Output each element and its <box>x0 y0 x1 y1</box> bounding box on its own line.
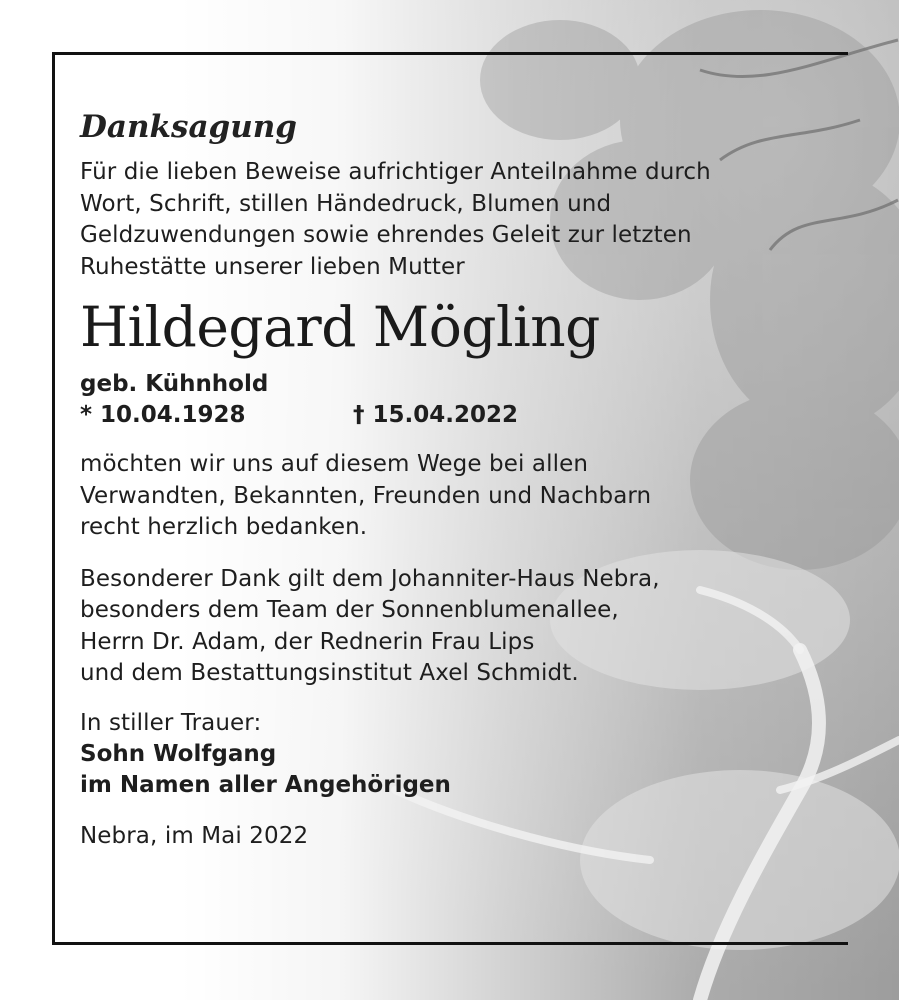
life-dates <box>80 400 830 431</box>
special-line: besonders dem Team der Sonnenblumenallee, <box>80 597 619 623</box>
notice-text <box>80 105 830 853</box>
mourning-label: In stiller Trauer: <box>80 709 262 736</box>
place-and-date: Nebra, im Mai 2022 <box>80 823 309 849</box>
signer-name: Sohn Wolfgang <box>80 741 277 767</box>
special-thanks-paragraph <box>80 564 830 690</box>
signer-note: im Namen aller Angehörigen <box>80 772 451 798</box>
notice-heading: Danksagung <box>80 109 297 145</box>
thanks-line: recht herzlich bedanken. <box>80 514 368 540</box>
intro-line: Für die lieben Beweise aufrichtiger Anteilnahme durch <box>80 159 711 185</box>
frame-top-rule <box>52 52 848 55</box>
intro-line: Geldzuwendungen sowie ehrendes Geleit zur letzten <box>80 222 692 248</box>
intro-line: Ruhestätte unserer lieben Mutter <box>80 253 465 280</box>
special-line: und dem Bestattungsinstitut Axel Schmidt. <box>80 660 579 686</box>
death-date: † 15.04.2022 <box>353 402 519 428</box>
birth-date: * 10.04.1928 <box>80 402 246 428</box>
frame-bottom-rule <box>52 942 848 945</box>
intro-line: Wort, Schrift, stillen Händedruck, Blumen und <box>80 190 612 217</box>
thanks-line: möchten wir uns auf diesem Wege bei allen <box>80 451 588 477</box>
intro-paragraph <box>80 157 830 283</box>
deceased-name: Hildegard Mögling <box>80 295 600 359</box>
thanks-paragraph <box>80 449 830 544</box>
special-line: Herrn Dr. Adam, der Rednerin Frau Lips <box>80 628 535 655</box>
thanks-line: Verwandten, Bekannten, Freunden und Nachbarn <box>80 482 652 509</box>
special-line: Besonderer Dank gilt dem Johanniter-Haus Nebra, <box>80 565 660 592</box>
maiden-name: geb. Kühnhold <box>80 371 269 397</box>
